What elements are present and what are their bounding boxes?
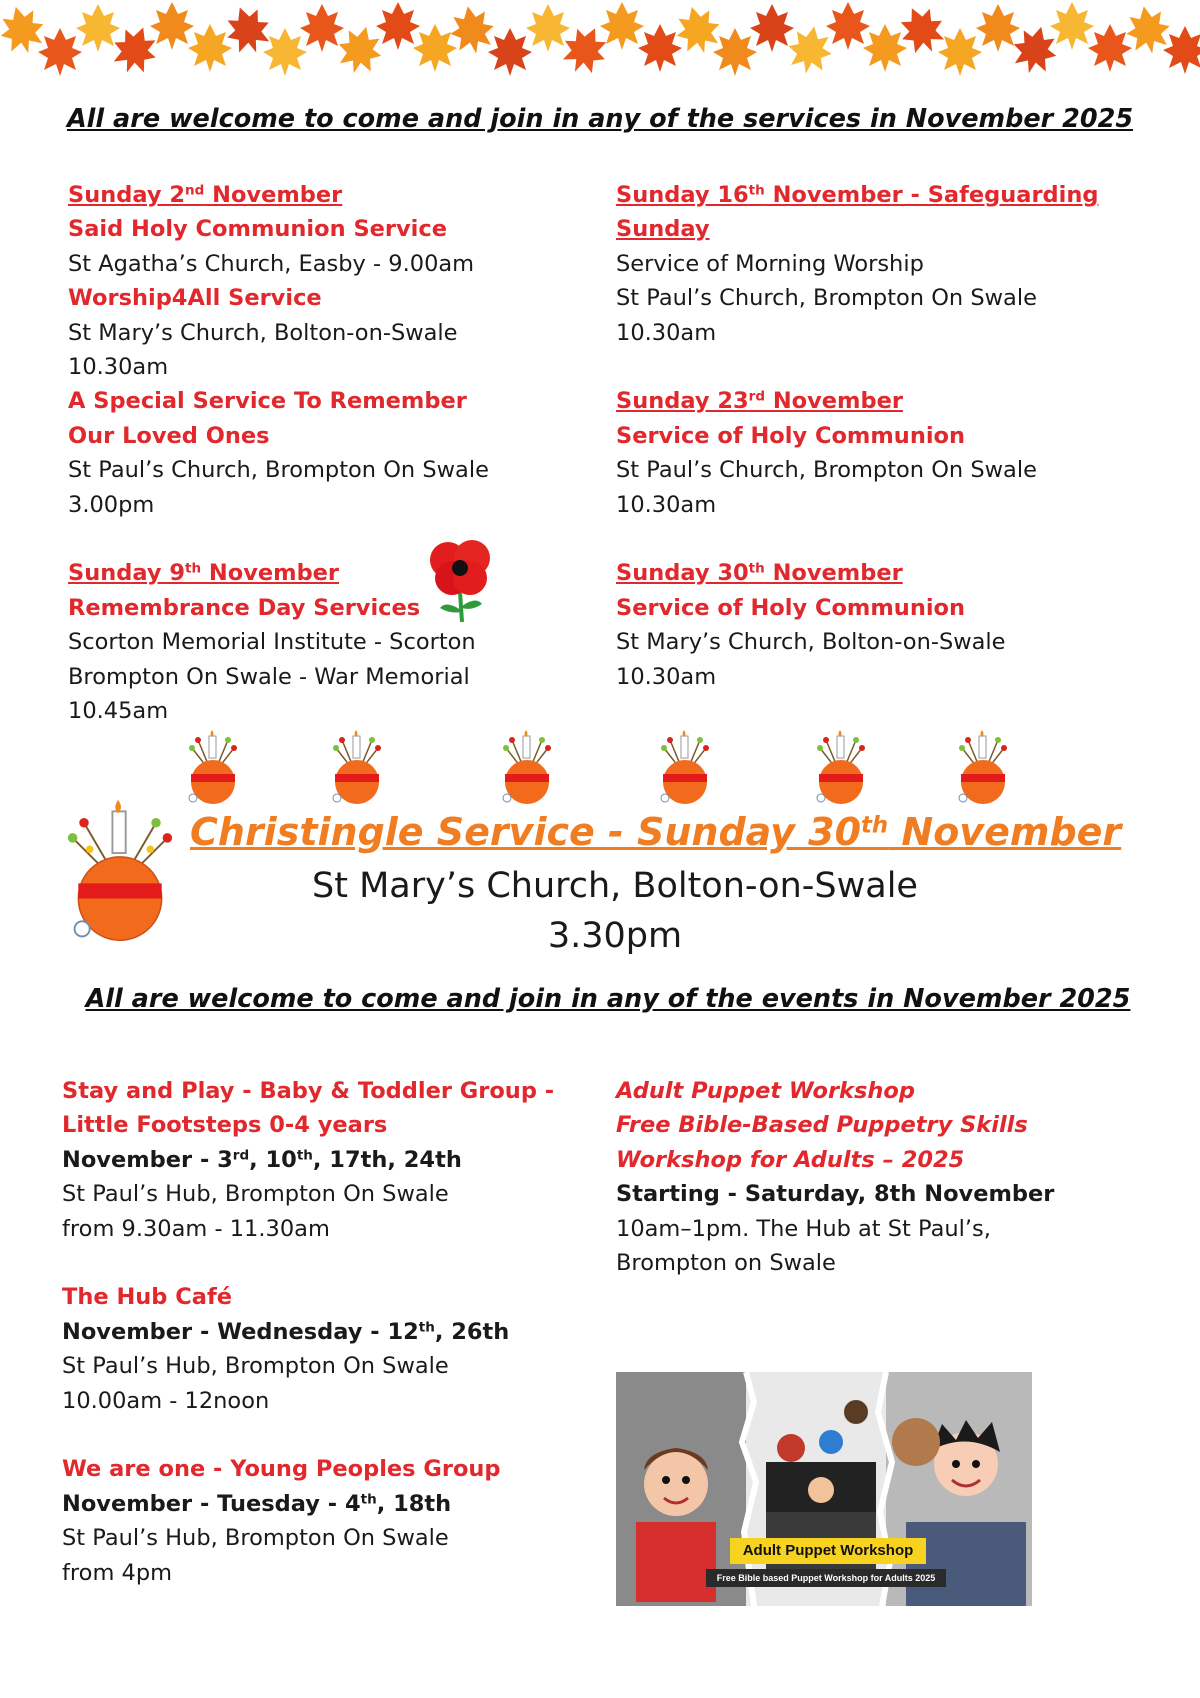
events-right-column — [616, 1074, 1136, 1280]
service-title: Said Holy Communion Service — [68, 216, 447, 243]
event-title: Adult Puppet Workshop — [616, 1078, 915, 1104]
service-location: St Paul’s Church, Brompton On Swale — [616, 457, 1037, 484]
christingle-large-icon — [58, 800, 182, 944]
service-title: Service of Morning Worship — [616, 250, 924, 277]
christingle-time: 3.30pm — [547, 916, 683, 956]
service-time: 10.30am — [68, 354, 169, 381]
event-dates: November - Wednesday - 12th, 26th — [62, 1318, 510, 1345]
event-title: The Hub Café — [62, 1284, 232, 1311]
service-date-nov-23: Sunday 23rd November — [616, 388, 903, 415]
event-time: from 9.30am - 11.30am — [62, 1215, 330, 1242]
event-title: Little Footsteps 0-4 years — [62, 1112, 388, 1139]
service-title: Service of Holy Communion — [616, 594, 966, 621]
event-location: Brompton on Swale — [616, 1250, 836, 1277]
christingle-icon — [656, 730, 714, 806]
service-date-nov-30: Sunday 30th November — [616, 560, 903, 587]
service-date-nov-16: Sunday 16th November - Safeguarding — [616, 182, 1099, 208]
service-title: Worship4All Service — [68, 285, 322, 312]
christingle-icon — [184, 730, 242, 806]
service-time: 3.00pm — [68, 491, 155, 518]
autumn-leaves-banner — [0, 0, 1200, 85]
event-time: from 4pm — [62, 1559, 173, 1586]
event-time: 10.00am - 12noon — [62, 1387, 270, 1414]
services-heading: All are welcome to come and join in any of the services in November 2025 — [66, 104, 1134, 134]
service-location: St Agatha’s Church, Easby - 9.00am — [68, 250, 475, 277]
service-location: Brompton On Swale - War Memorial — [68, 663, 470, 690]
service-title: Our Loved Ones — [68, 422, 270, 449]
christingle-title: Christingle Service - Sunday 30th November — [190, 810, 1122, 854]
events-left-column — [62, 1074, 582, 1590]
event-location: St Paul’s Hub, Brompton On Swale — [62, 1525, 449, 1552]
leaf-garland — [0, 0, 1200, 81]
christingle-location: St Mary’s Church, Bolton-on-Swale — [312, 866, 918, 906]
event-time: 10am–1pm. The Hub at St Paul’s, — [616, 1215, 991, 1242]
event-location: St Paul’s Hub, Brompton On Swale — [62, 1353, 449, 1380]
services-right-column — [616, 178, 1136, 694]
event-title: Stay and Play - Baby & Toddler Group - — [62, 1078, 555, 1104]
event-title: We are one - Young Peoples Group — [62, 1456, 501, 1483]
event-dates: November - Tuesday - 4th, 18th — [62, 1490, 452, 1517]
event-title: Free Bible-Based Puppetry Skills — [616, 1112, 1028, 1139]
poster-caption: Free Bible based Puppet Workshop for Adults 2025 — [706, 1569, 946, 1587]
christingle-icon — [954, 730, 1012, 806]
service-time: 10.30am — [616, 491, 717, 518]
events-heading: All are welcome to come and join in any of the events in November 2025 — [85, 984, 1131, 1014]
service-location: St Paul’s Church, Brompton On Swale — [616, 285, 1037, 312]
christingle-icon — [328, 730, 386, 806]
service-date-nov-2: Sunday 2nd November — [68, 182, 343, 208]
service-location: St Paul’s Church, Brompton On Swale — [68, 457, 489, 484]
service-title: Service of Holy Communion — [616, 422, 966, 449]
services-left-column — [68, 178, 588, 728]
event-dates: Starting - Saturday, 8th November — [616, 1181, 1055, 1208]
service-date-nov-9: Sunday 9th November — [68, 560, 340, 587]
christingle-icon — [812, 730, 870, 806]
service-time: 10.30am — [616, 663, 717, 690]
event-location: St Paul’s Hub, Brompton On Swale — [62, 1181, 449, 1208]
service-time: 10.45am — [68, 698, 169, 725]
service-title: Remembrance Day Services — [68, 594, 421, 621]
poppy-icon — [424, 534, 496, 626]
service-location: Scorton Memorial Institute - Scorton — [68, 629, 476, 656]
event-dates: November - 3rd, 10th, 17th, 24th — [62, 1146, 462, 1173]
service-date-nov-16-cont: Sunday — [616, 216, 710, 243]
puppet-workshop-poster — [616, 1372, 1032, 1606]
service-location: St Mary’s Church, Bolton-on-Swale — [616, 629, 1006, 656]
poster-banner: Adult Puppet Workshop — [730, 1538, 926, 1564]
service-time: 10.30am — [616, 319, 717, 346]
service-location: St Mary’s Church, Bolton-on-Swale — [68, 319, 458, 346]
christingle-icon — [498, 730, 556, 806]
event-title: Workshop for Adults – 2025 — [616, 1146, 965, 1173]
service-title: A Special Service To Remember — [68, 388, 467, 415]
